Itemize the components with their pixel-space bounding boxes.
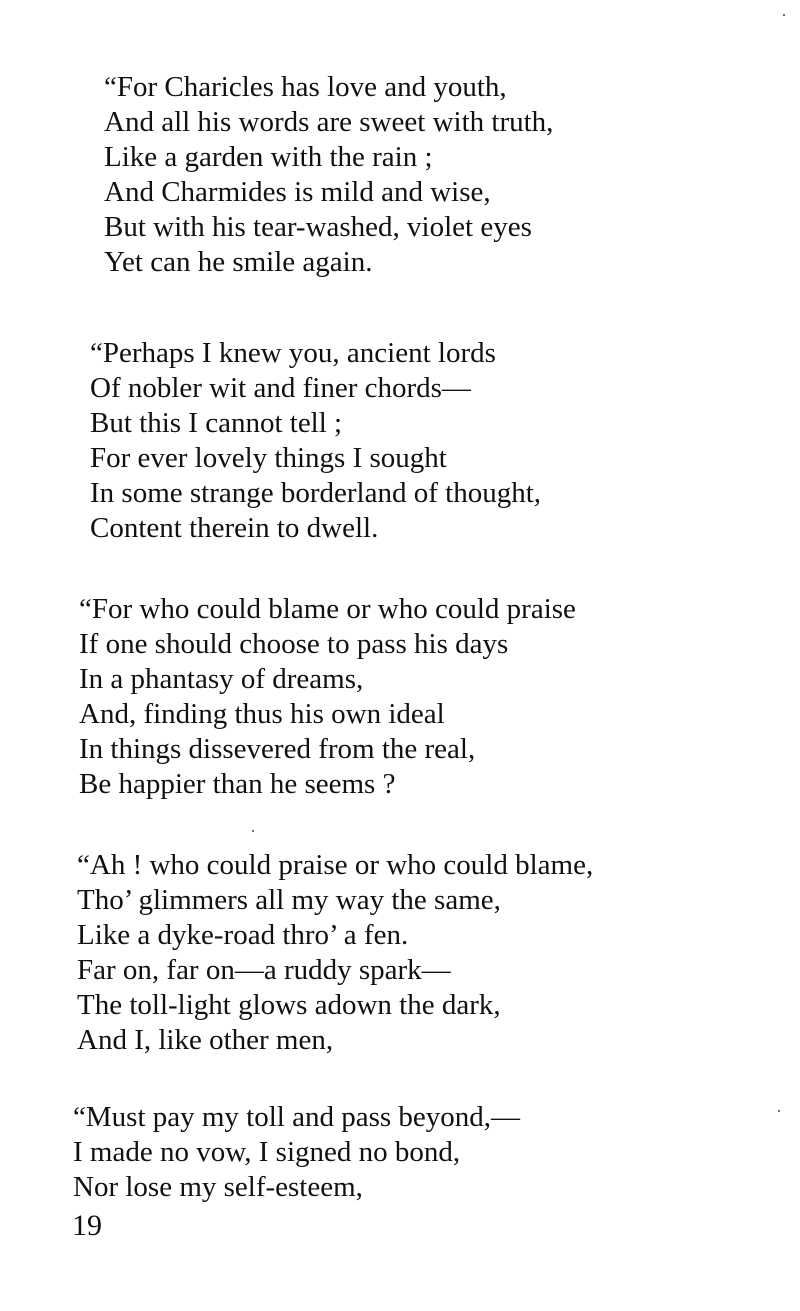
poem-line: In some strange borderland of thought, <box>90 477 542 509</box>
poem-line: “For who could blame or who could praise <box>79 593 576 625</box>
poem-line: Content therein to dwell. <box>90 512 379 544</box>
print-speck <box>252 830 254 832</box>
poem-line: Nor lose my self-esteem, <box>73 1171 363 1203</box>
stanza-5 <box>73 1100 773 1205</box>
poem-line: But with his tear-washed, violet eyes <box>104 211 532 243</box>
poem-line: Be happier than he seems ? <box>79 768 396 800</box>
poem-line: Far on, far on—a ruddy spark— <box>77 954 451 986</box>
print-speck <box>783 14 785 16</box>
poem-line: “For Charicles has love and youth, <box>104 71 507 103</box>
stanza-3 <box>79 592 779 802</box>
stanza-1 <box>104 70 800 280</box>
stanza-4 <box>77 848 777 1058</box>
poem-line: “Must pay my toll and pass beyond,— <box>73 1101 521 1133</box>
poem-line: If one should choose to pass his days <box>79 628 509 660</box>
poem-line: And Charmides is mild and wise, <box>104 176 491 208</box>
poem-line: And all his words are sweet with truth, <box>104 106 554 138</box>
poem-line: “Ah ! who could praise or who could blame, <box>77 849 594 881</box>
poem-line: I made no vow, I signed no bond, <box>73 1136 461 1168</box>
poem-line: For ever lovely things I sought <box>90 442 447 474</box>
poem-line: And, finding thus his own ideal <box>79 698 445 730</box>
poem-line: Of nobler wit and finer chords— <box>90 372 471 404</box>
poem-line: Yet can he smile again. <box>104 246 373 278</box>
poem-line: The toll-light glows adown the dark, <box>77 989 501 1021</box>
poem-line: “Perhaps I knew you, ancient lords <box>90 337 496 369</box>
poem-line: But this I cannot tell ; <box>90 407 343 439</box>
print-speck <box>778 1110 780 1112</box>
page-number: 19 <box>72 1209 102 1242</box>
poem-line: In a phantasy of dreams, <box>79 663 364 695</box>
stanza-2 <box>90 336 790 546</box>
poem-line: And I, like other men, <box>77 1024 334 1056</box>
poem-line: Like a dyke-road thro’ a fen. <box>77 919 409 951</box>
poem-line: Like a garden with the rain ; <box>104 141 433 173</box>
poem-line: Tho’ glimmers all my way the same, <box>77 884 501 916</box>
poem-line: In things dissevered from the real, <box>79 733 476 765</box>
